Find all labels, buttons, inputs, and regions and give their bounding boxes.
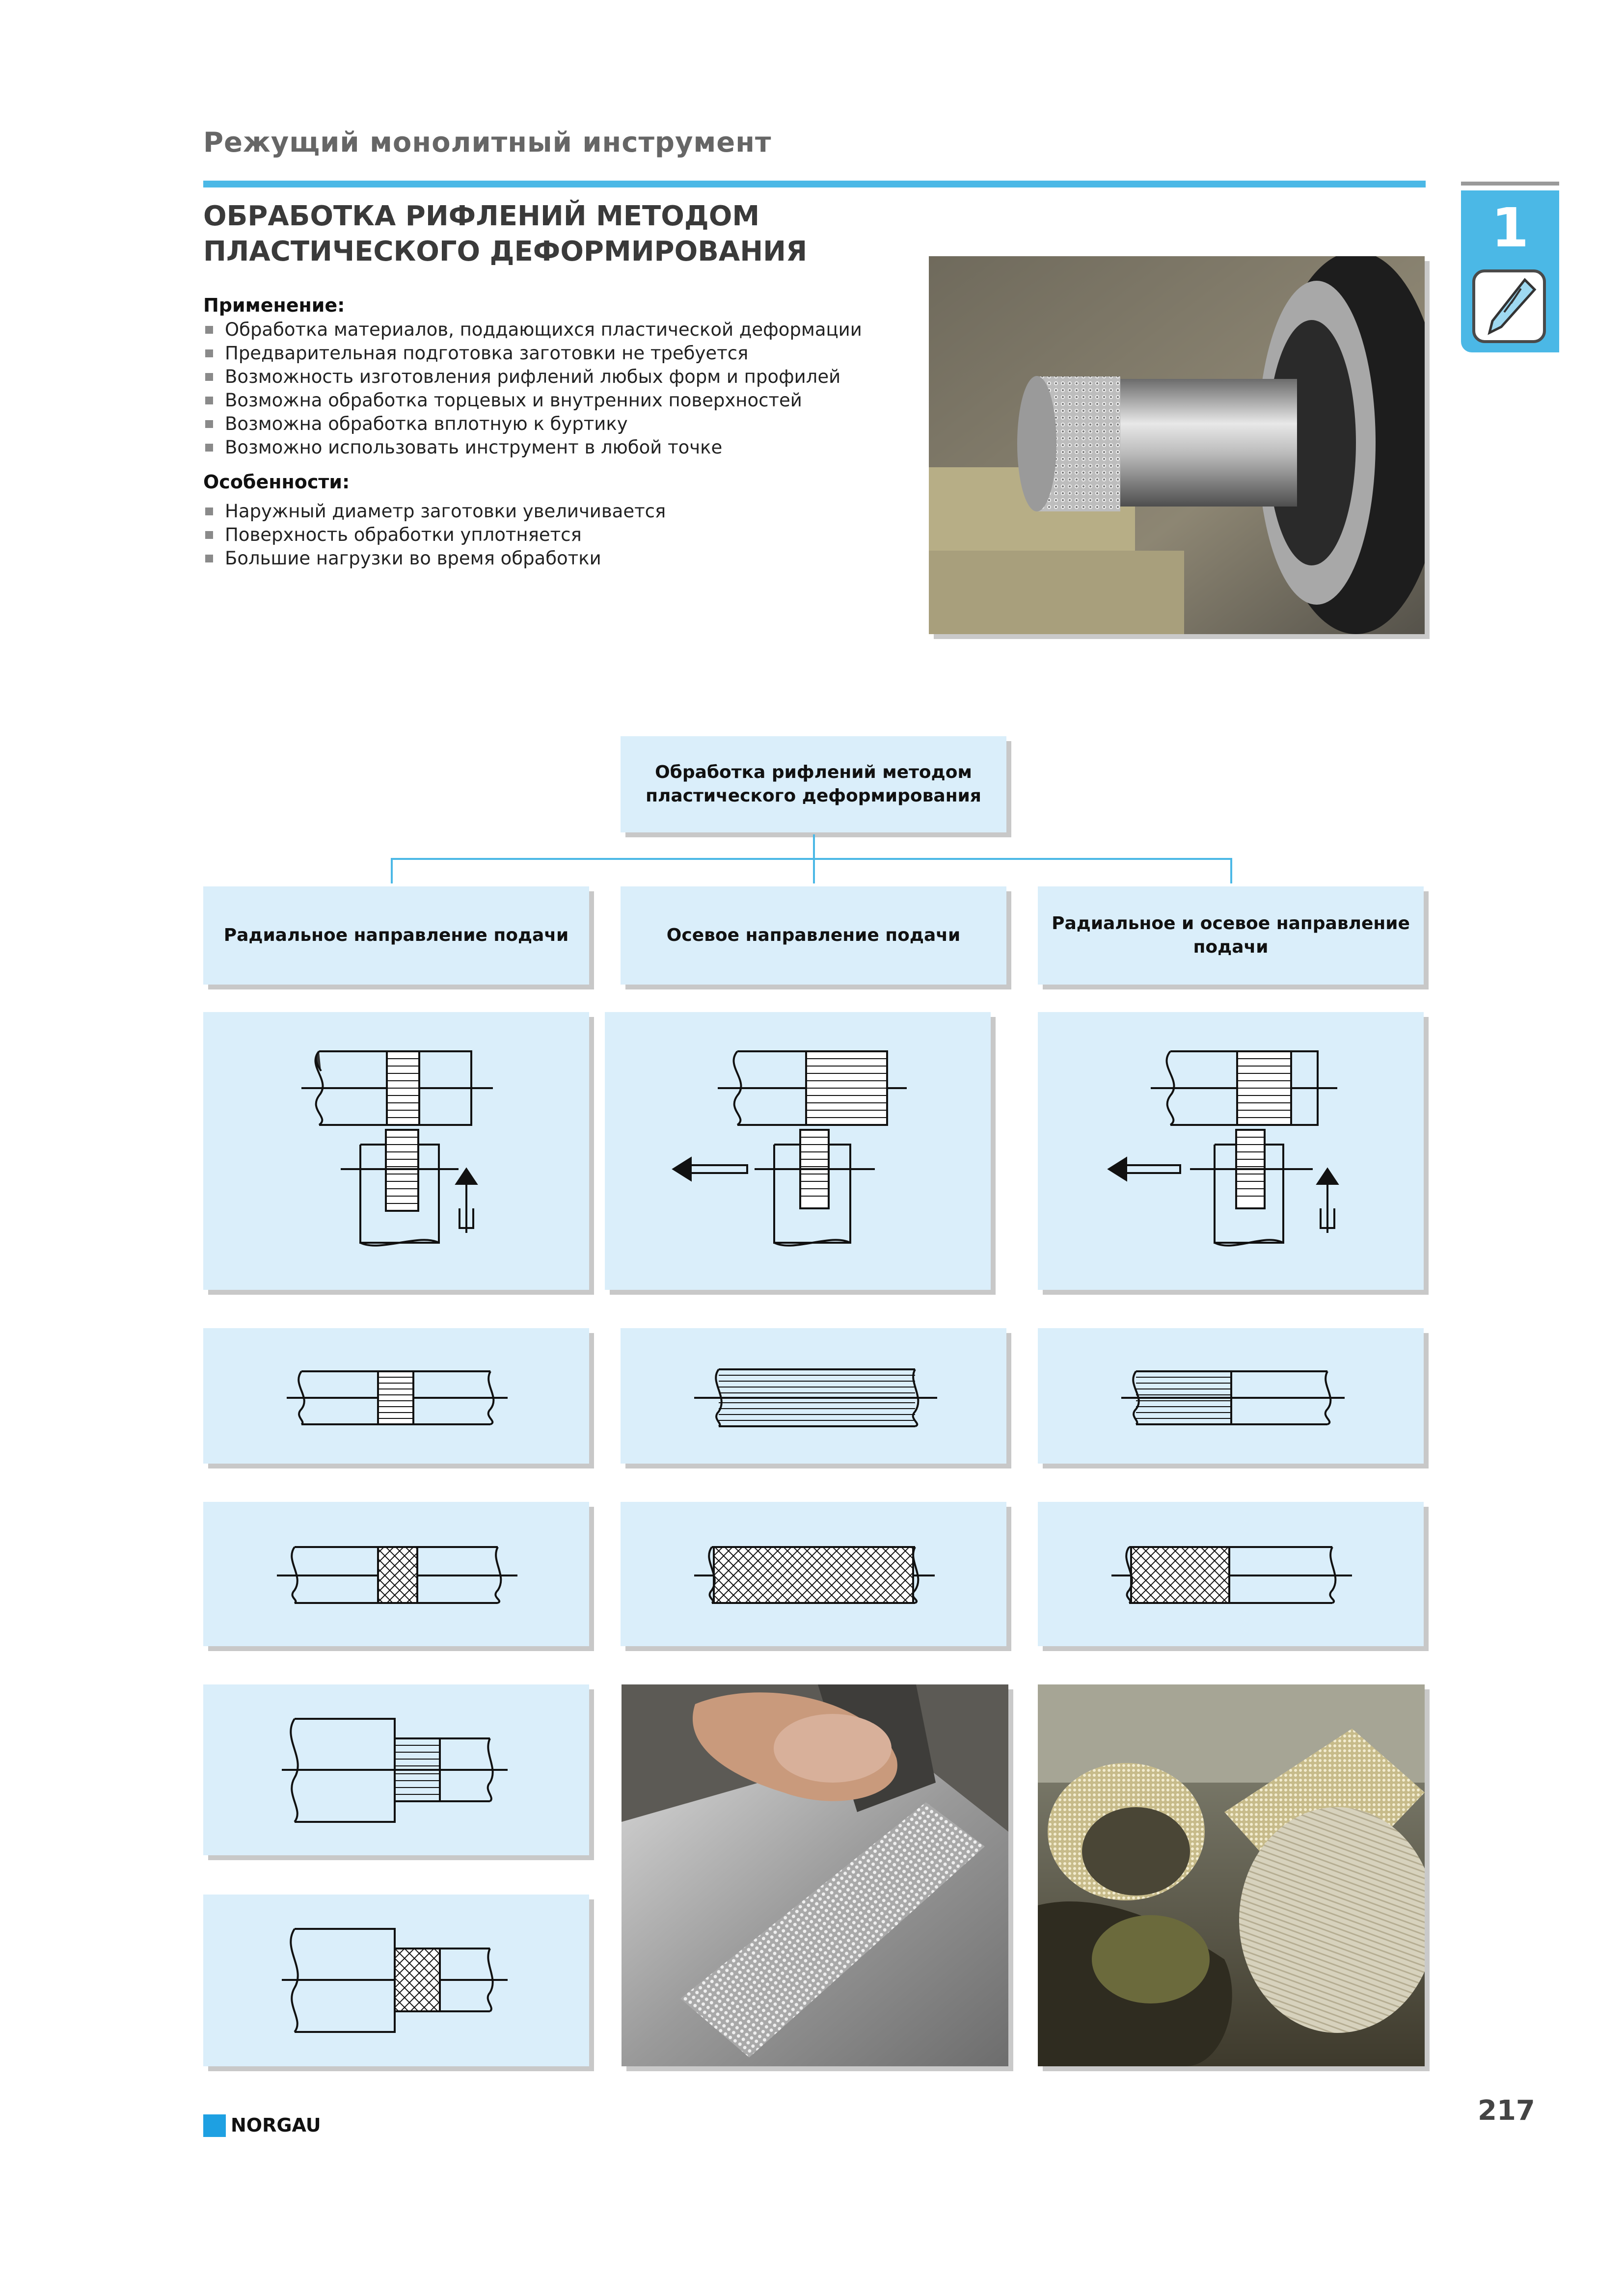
connector-line bbox=[813, 858, 815, 883]
connector-line bbox=[1230, 858, 1232, 883]
straight-knurl-axial bbox=[621, 1328, 1006, 1464]
application-list bbox=[203, 318, 891, 459]
diagram-root: Обработка рифлений методом пластического деформирования bbox=[621, 736, 1006, 832]
list-item: Возможна обработка торцевых и внутренних поверхностей bbox=[203, 389, 891, 412]
chapter-tab-line bbox=[1461, 182, 1559, 186]
knurled-rods-photo bbox=[1038, 1684, 1425, 2066]
connector-line bbox=[813, 834, 815, 859]
brand-logo-square bbox=[203, 2114, 226, 2137]
branch-radial-axial: Радиальное и осевое направление подачи bbox=[1038, 886, 1424, 985]
shoulder-cross-knurl bbox=[203, 1895, 589, 2066]
branch-radial: Радиальное направление подачи bbox=[203, 886, 589, 985]
features-heading: Особенности: bbox=[203, 471, 350, 493]
list-item: Предварительная подготовка заготовки не требуется bbox=[203, 342, 891, 365]
page-title bbox=[203, 199, 807, 269]
schematic-radial-axial bbox=[1038, 1012, 1424, 1290]
straight-knurl-radial bbox=[203, 1328, 589, 1464]
chapter-number: 1 bbox=[1491, 196, 1529, 259]
branch-axial: Осевое направление подачи bbox=[621, 886, 1006, 985]
section-title: Режущий монолитный инструмент bbox=[203, 127, 772, 159]
knurled-strip-photo bbox=[622, 1684, 1008, 2066]
shoulder-straight-knurl bbox=[203, 1684, 589, 1855]
list-item: Большие нагрузки во время обработки bbox=[203, 547, 891, 570]
header-rule bbox=[203, 181, 1426, 187]
list-item: Наружный диаметр заготовки увеличивается bbox=[203, 500, 891, 523]
cross-knurl-radial bbox=[203, 1502, 589, 1646]
list-item: Возможность изготовления рифлений любых форм и профилей bbox=[203, 365, 891, 389]
connector-line bbox=[391, 858, 393, 883]
drill-icon bbox=[1472, 269, 1546, 344]
list-item: Возможно использовать инструмент в любой точке bbox=[203, 436, 891, 459]
list-item: Поверхность обработки уплотняется bbox=[203, 523, 891, 547]
schematic-axial bbox=[605, 1012, 991, 1290]
connector-line bbox=[391, 858, 1230, 860]
cross-knurl-combined bbox=[1038, 1502, 1424, 1646]
list-item: Обработка материалов, поддающихся пластической деформации bbox=[203, 318, 891, 342]
page-number: 217 bbox=[1478, 2095, 1535, 2127]
straight-knurl-combined bbox=[1038, 1328, 1424, 1464]
page-title-line1: ОБРАБОТКА РИФЛЕНИЙ МЕТОДОМ bbox=[203, 200, 760, 232]
features-list bbox=[203, 500, 891, 570]
list-item: Возможна обработка вплотную к буртику bbox=[203, 412, 891, 436]
application-heading: Применение: bbox=[203, 294, 345, 316]
schematic-radial bbox=[203, 1012, 589, 1290]
cross-knurl-axial bbox=[621, 1502, 1006, 1646]
page-title-line2: ПЛАСТИЧЕСКОГО ДЕФОРМИРОВАНИЯ bbox=[203, 236, 808, 267]
brand-name: NORGAU bbox=[231, 2114, 321, 2136]
knurled-part-photo bbox=[929, 256, 1425, 634]
